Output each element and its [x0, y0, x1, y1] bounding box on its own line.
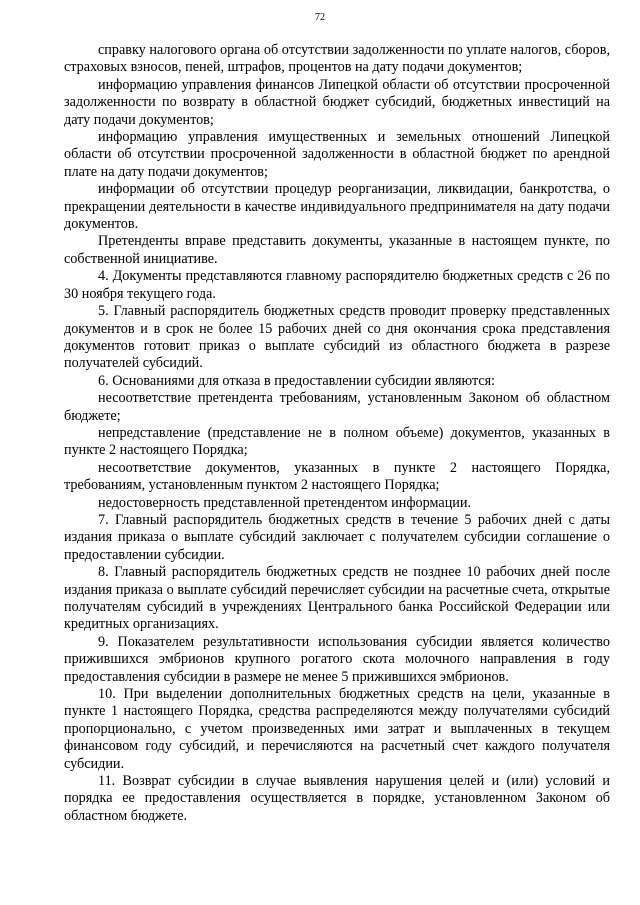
paragraph-refusal-ground-3: несоответствие документов, указанных в пункте 2 настоящего Порядка, требованиям, установленным пунктом 2 настоящего Порядка; — [64, 459, 610, 494]
paragraph-item-7: 7. Главный распорядитель бюджетных средств в течение 5 рабочих дней с даты издания приказа о выплате субсидий заключает с получателем субсидии соглашение о предоставлении субсидии. — [64, 511, 610, 563]
page-number: 72 — [315, 12, 325, 23]
document-body — [64, 42, 610, 825]
paragraph-item-6: 6. Основаниями для отказа в предоставлении субсидии являются: — [98, 372, 496, 389]
paragraph-item-9: 9. Показателем результативности использования субсидии является количество прижившихся эмбрионов крупного рогатого скота молочного направления в году предоставления субсидии в размере не менее 5 прижившихся эмбрионов. — [64, 633, 610, 685]
paragraph-tax-certificate: справку налогового органа об отсутствии задолженности по уплате налогов, сборов, страховых взносов, пеней, штрафов, процентов на дату подачи документов; — [64, 42, 610, 76]
paragraph-item-5: 5. Главный распорядитель бюджетных средств проводит проверку представленных документов и в срок не более 15 рабочих дней со дня окончания срока представления документов готовит приказ о выплате субсидий из областного бюджета в разрезе получателей субсидий. — [64, 303, 610, 372]
paragraph-finance-info: информацию управления финансов Липецкой области об отсутствии просроченной задолженности по возврату в областной бюджет субсидий, бюджетных инвестиций на дату подачи документов; — [64, 76, 610, 128]
paragraph-item-8: 8. Главный распорядитель бюджетных средств не позднее 10 рабочих дней после издания приказа о выплате субсидий перечисляет субсидии на расчетные счета, открытые получателям субсидий в учреждениях Центрального банка Российской Федерации или кредитных организациях. — [64, 564, 610, 633]
paragraph-own-initiative: Претенденты вправе представить документы, указанные в настоящем пункте, по собственной инициативе. — [64, 233, 610, 267]
paragraph-refusal-ground-1: несоответствие претендента требованиям, установленным Законом об областном бюджете; — [64, 390, 610, 424]
paragraph-property-info: информацию управления имущественных и земельных отношений Липецкой области об отсутствии просроченной задолженности в областной бюджет по арендной плате на дату подачи документов; — [64, 129, 610, 180]
paragraph-item-10: 10. При выделении дополнительных бюджетных средств на цели, указанные в пункте 1 настоящего Порядка, средства распределяются между получателями субсидий пропорционально, с учетом произведенных ими затрат и выплаченных в текущем финансовом году субсидий, и перечисляются на расчетный счет каждого получателя субсидии. — [64, 686, 610, 772]
paragraph-refusal-ground-2: непредставление (представление не в полном объеме) документов, указанных в пункте 2 настоящего Порядка; — [64, 424, 610, 459]
paragraph-item-4: 4. Документы представляются главному распорядителю бюджетных средств с 26 по 30 ноября текущего года. — [64, 268, 610, 302]
paragraph-reorganization-info: информации об отсутствии процедур реорганизации, ликвидации, банкротства, о прекращении деятельности в качестве индивидуального предпринимателя на дату подачи документов. — [64, 181, 610, 233]
paragraph-refusal-ground-4: недостоверность представленной претендентом информации. — [98, 494, 472, 511]
paragraph-item-11: 11. Возврат субсидии в случае выявления нарушения целей и (или) условий и порядка ее предоставления осуществляется в порядке, установленном Законом об областном бюджете. — [64, 773, 610, 824]
